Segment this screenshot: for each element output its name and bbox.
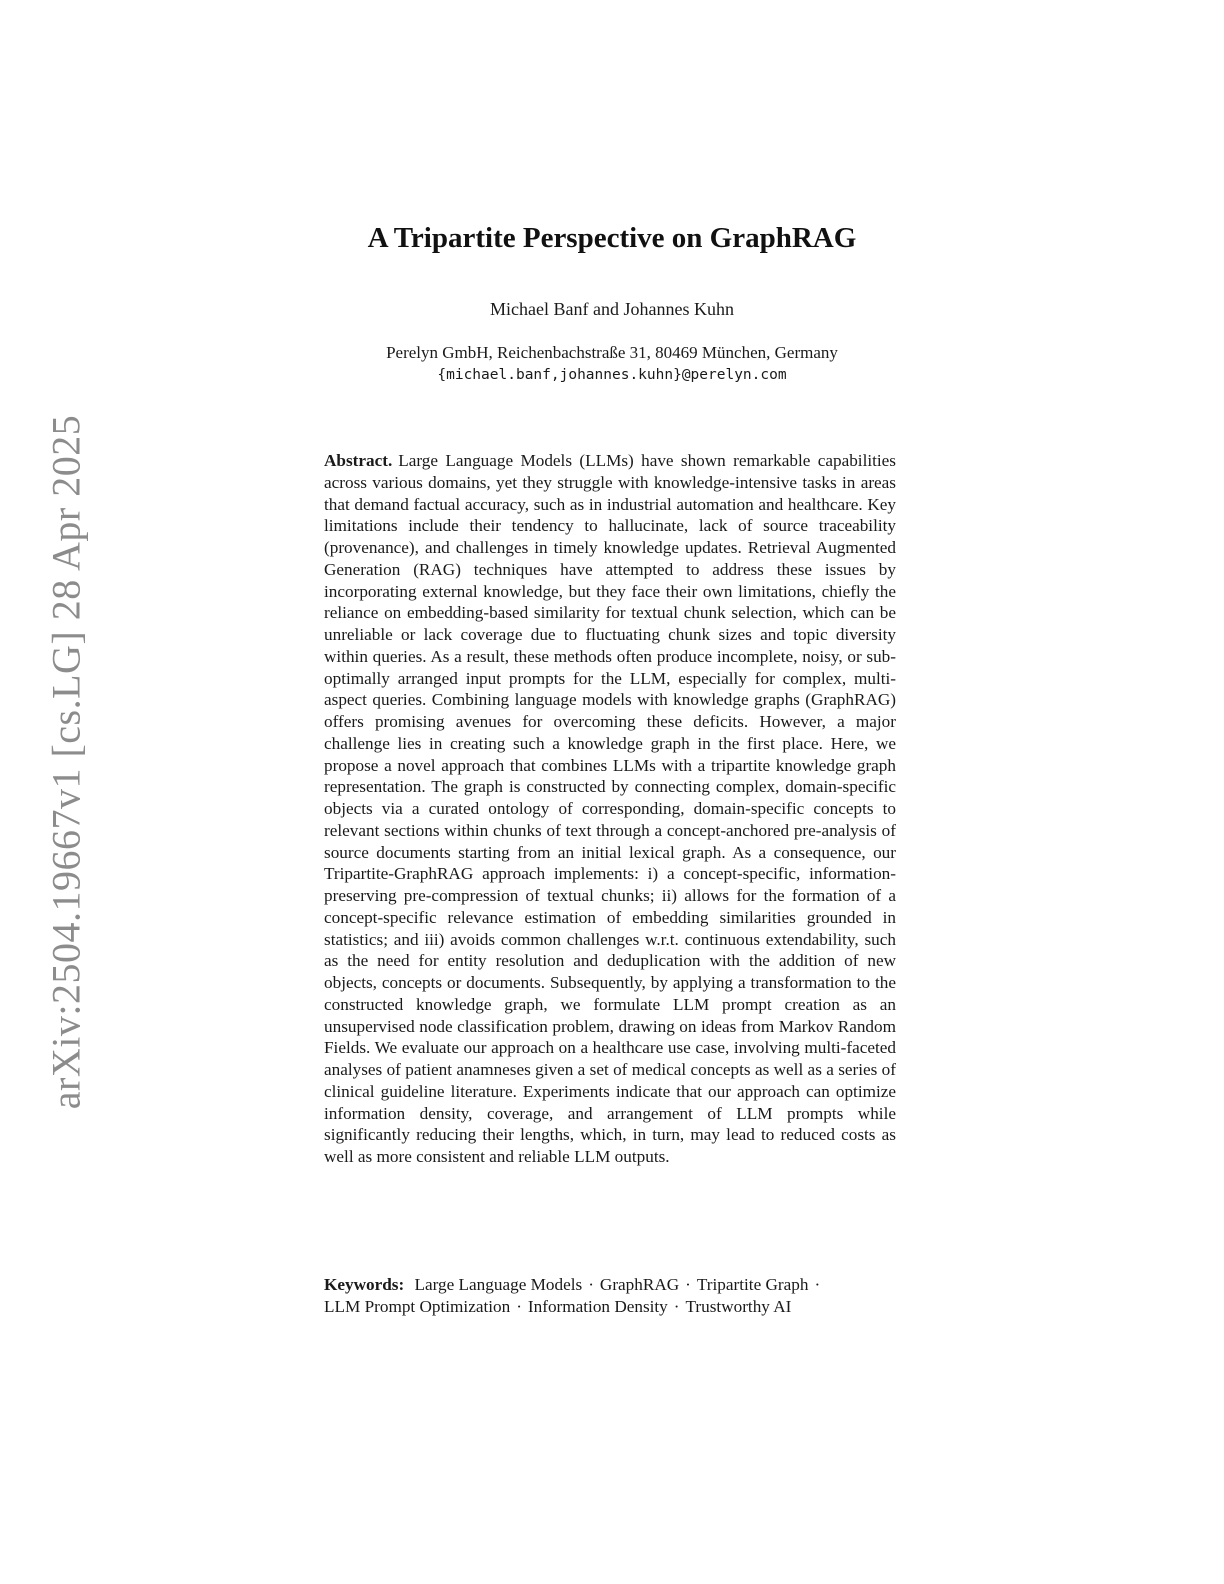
keyword-item: Large Language Models [414, 1275, 583, 1294]
abstract [324, 450, 896, 1168]
keyword-item: Information Density [527, 1297, 668, 1316]
arxiv-identifier: arXiv:2504.19667v1 [cs.LG] 28 Apr 2025 [43, 414, 89, 1110]
keyword-separator: · [673, 1297, 680, 1316]
abstract-label: Abstract. [324, 451, 393, 470]
keyword-item: LLM Prompt Optimization [324, 1297, 511, 1316]
keyword-separator: · [814, 1275, 821, 1294]
author-emails: {michael.banf,johannes.kuhn}@perelyn.com [437, 367, 787, 383]
paper-title: A Tripartite Perspective on GraphRAG [367, 222, 857, 254]
keywords-label: Keywords: [324, 1275, 405, 1294]
keyword-separator: · [685, 1275, 691, 1294]
keyword-item: Trustworthy AI [685, 1297, 792, 1316]
keyword-item: Tripartite Graph [696, 1275, 809, 1294]
affiliation-block [0, 342, 1224, 386]
keywords [324, 1274, 896, 1318]
abstract-text: Large Language Models (LLMs) have shown remarkable capabilities across various domains, yet they struggle with knowledge-intensive tasks in areas that demand factual accuracy, such as in industrial automation and healthcare. Key limitations include their tendency to hallucinate, lack of source traceability (provenance), and challenges in timely knowledge updates. Retrieval Augmented Generation (RAG) techniques have attempted to address these issues by incorporating external knowledge, but they face their own limitations, chiefly the reliance on embedding-based similarity for textual chunk selection, which can be unreliable or lack coverage due to fluctuating chunk sizes and topic diversity within queries. As a result, these methods often produce incomplete, noisy, or sub-optimally arranged input prompts for the LLM, especially for complex, multi-aspect queries. Combining language models with knowledge graphs (GraphRAG) offers promising avenues for overcoming these deficits. However, a major challenge lies in creating such a knowledge graph in the first place. Here, we propose a novel approach that combines LLMs with a tripartite knowledge graph representation. The graph is constructed by connecting complex, domain-specific objects via a curated ontology of corresponding, domain-specific concepts to relevant sections within chunks of text through a concept-anchored pre-analysis of source documents starting from an initial lexical graph. As a consequence, our Tripartite-GraphRAG approach implements: i) a concept-specific, information-preserving pre-compression of textual chunks; ii) allows for the formation of a concept-specific relevance estimation of embedding similarities grounded in statistics; and iii) avoids common challenges w.r.t. continuous extendability, such as the need for entity resolution and deduplication with the addition of new objects, concepts or documents. Subsequently, by applying a transformation to the constructed knowledge graph, we formulate LLM prompt creation as an unsupervised node classification problem, drawing on ideas from Markov Random Fields. We evaluate our approach on a healthcare use case, involving multi-faceted analyses of patient anamneses given a set of medical concepts as well as a series of clinical guideline literature. Experiments indicate that our approach can optimize information density, coverage, and arrangement of LLM prompts while significantly reducing their lengths, which, in turn, may lead to reduced costs as well as more consistent and reliable LLM outputs. [324, 451, 896, 1166]
keyword-separator: · [516, 1297, 522, 1316]
keyword-item: GraphRAG [599, 1275, 680, 1294]
keyword-separator: · [588, 1275, 594, 1294]
author-list: Michael Banf and Johannes Kuhn [490, 299, 734, 319]
affiliation-address: Perelyn GmbH, Reichenbachstraße 31, 80469 München, Germany [386, 343, 838, 362]
